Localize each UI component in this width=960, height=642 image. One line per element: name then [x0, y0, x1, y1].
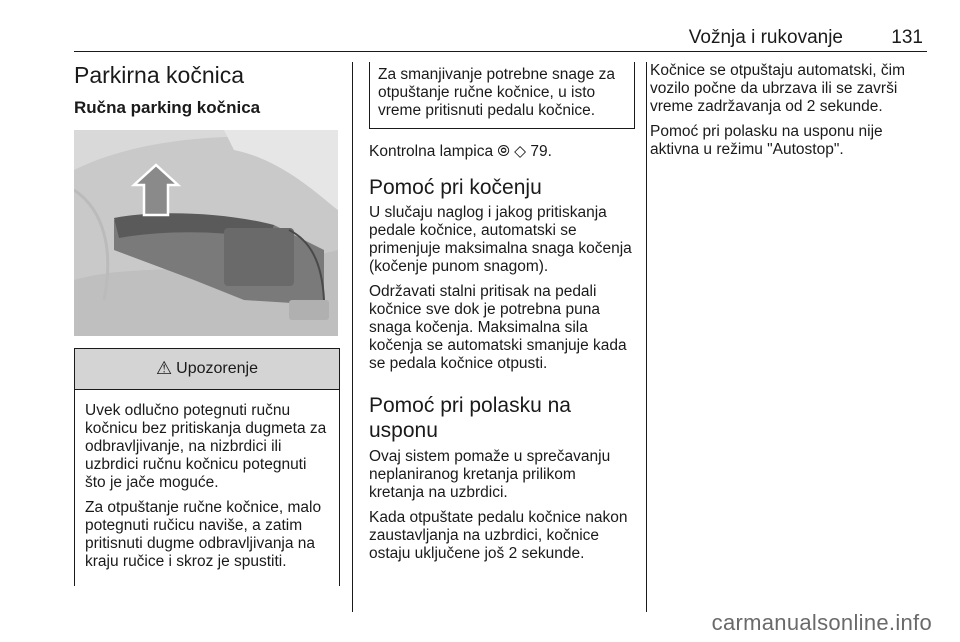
page-ref-icon: ◇	[514, 143, 527, 160]
column-3	[650, 62, 930, 166]
handbrake-drawing	[74, 130, 338, 336]
page-header	[74, 27, 927, 52]
brake-paragraph: Održavati stalni pritisak na pedali kočnice sve dok je potrebna puna snaga kočenja. Maksimalna sila kočenja se automatski smanjuje kada se pedala kočnice otpusti.	[369, 283, 627, 373]
column-2	[369, 62, 635, 570]
handbrake-illustration	[74, 130, 338, 336]
col3-paragraph: Pomoć pri polasku na usponu nije aktivna u režimu "Autostop".	[650, 123, 883, 158]
warning-triangle-icon: ⚠	[156, 358, 173, 379]
chapter-title: Vožnja i rukovanje	[688, 27, 843, 48]
brake-lamp-icon: ⦾	[497, 143, 510, 160]
hill-paragraph: Ovaj sistem pomaže u sprečavanju neplaniranog kretanja prilikom kretanja na uzbrdici.	[369, 447, 611, 501]
watermark: carmanualsonline.info	[711, 610, 932, 635]
column-divider	[352, 62, 353, 612]
note-box	[369, 62, 635, 129]
warning-body	[75, 390, 339, 586]
page-number: 131	[891, 27, 923, 48]
column-1	[74, 62, 338, 586]
warning-box	[74, 348, 340, 586]
note-text: Za smanjivanje potrebne snage za otpuštanje ručne kočnice, u isto vreme pritisnuti pedalu kočnice.	[378, 66, 615, 119]
warning-paragraph: Uvek odlučno potegnuti ručnu kočnicu bez pritiskanja dugmeta za odbravljivanje, na nizbrdici ili uzbrdici ručnu kočnicu potegnuti što je jače moguće.	[85, 401, 327, 491]
section-title: Parkirna kočnica	[74, 62, 245, 88]
brake-paragraph: U slučaju naglog i jakog pritiskanja pedale kočnice, automatski se primenjuje maksimalna snaga kočenja (kočenje punom snagom).	[369, 204, 632, 276]
warning-header	[75, 348, 339, 390]
warning-paragraph: Za otpuštanje ručne kočnice, malo potegnuti ručicu naviše, a zatim pritisnuti dugme odbravljivanja na kraju ručice i skroz je spustiti.	[85, 498, 322, 570]
hill-paragraph: Kada otpuštate pedalu kočnice nakon zaustavljanja na uzbrdici, kočnice ostaju uključene još 2 sekunde.	[369, 508, 628, 562]
hill-start-title: Pomoć pri polasku na usponu	[369, 394, 571, 443]
column-divider	[646, 62, 647, 612]
warning-title: Upozorenje	[176, 359, 258, 377]
subsection-title: Ručna parking kočnica	[74, 97, 261, 117]
lamp-reference: Kontrolna lampica ⦾ ◇ 79.	[369, 143, 552, 160]
brake-assist-title: Pomoć pri kočenju	[369, 176, 542, 199]
col3-paragraph: Kočnice se otpuštaju automatski, čim vozilo počne da ubrzava ili se završi vreme zadržavanja od 2 sekunde.	[650, 62, 906, 115]
